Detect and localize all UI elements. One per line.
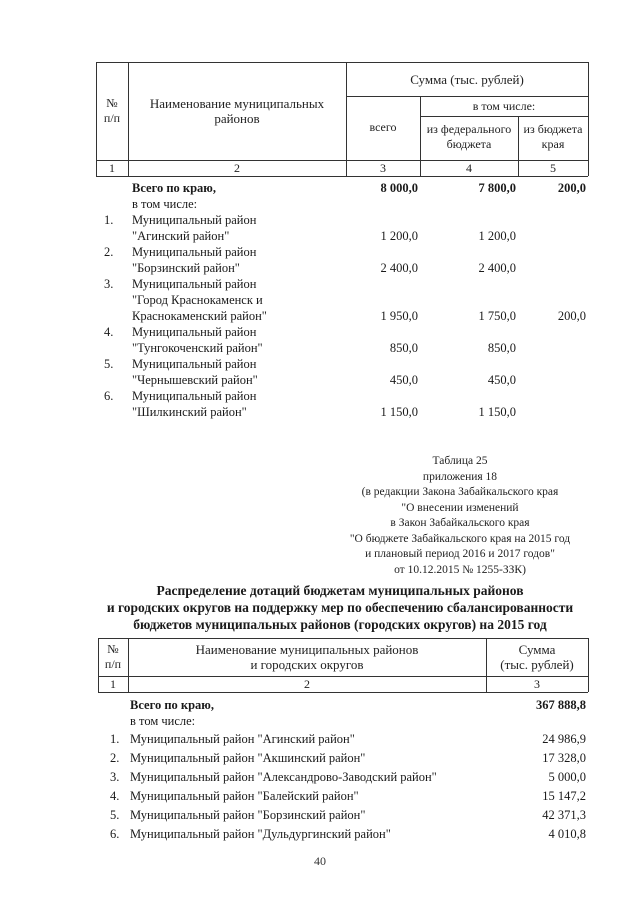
row-name: "Город Краснокаменск и xyxy=(132,293,263,307)
row-number: 2. xyxy=(110,751,120,765)
total-fed: 7 800,0 xyxy=(478,181,516,195)
row-name: Муниципальный район xyxy=(132,213,257,227)
col-fed-header: из федерального бюджета xyxy=(426,122,512,151)
col-sum-header: Сумма (тыс. рублей) xyxy=(500,642,574,672)
annex-heading xyxy=(320,454,600,578)
annex-line: приложения 18 xyxy=(422,470,498,483)
row-value: 4 010,8 xyxy=(548,827,586,841)
row-total: 1 200,0 xyxy=(380,229,418,243)
annex-line: и плановый период 2016 и 2017 годов" xyxy=(365,548,555,560)
row-name: "Агинский район" xyxy=(132,229,230,243)
row-total: 2 400,0 xyxy=(380,261,418,275)
col-reg-header: из бюджета края xyxy=(523,122,583,151)
row-value: 5 000,0 xyxy=(548,770,586,784)
total-label: Всего по краю, xyxy=(130,698,214,712)
col-num: 4 xyxy=(466,161,472,175)
title-line: бюджетов муниципальных районов (городских округов) на 2015 год xyxy=(133,617,547,632)
page-number: 40 xyxy=(314,854,326,868)
total-value: 8 000,0 xyxy=(380,181,418,195)
col-num: 2 xyxy=(234,161,240,175)
row-number: 6. xyxy=(110,827,120,841)
row-name: Муниципальный район xyxy=(132,325,257,339)
row-number: 4. xyxy=(104,325,114,339)
document-title xyxy=(60,582,620,633)
divider xyxy=(98,692,588,693)
row-fed: 2 400,0 xyxy=(478,261,516,275)
row-name: Муниципальный район xyxy=(132,389,257,403)
annex-line: "О внесении изменений xyxy=(401,501,519,514)
col-no-header: № п/п xyxy=(103,96,121,125)
row-name: Муниципальный район "Борзинский район" xyxy=(130,808,366,822)
row-name: "Борзинский район" xyxy=(132,261,240,275)
annex-line: "О бюджете Забайкальского края на 2015 год xyxy=(349,532,571,545)
annex-line: в Закон Забайкальского края xyxy=(390,517,530,529)
col-num: 1 xyxy=(109,161,115,175)
annex-line: от 10.12.2015 № 1255-ЗЗК) xyxy=(394,563,526,576)
col-num: 3 xyxy=(534,677,540,691)
total-reg: 200,0 xyxy=(557,181,586,195)
annex-line: Таблица 25 xyxy=(432,455,488,467)
col-no-header: № п/п xyxy=(104,642,122,671)
col-num: 2 xyxy=(304,677,310,691)
col-total-header: всего xyxy=(369,120,397,134)
row-number: 5. xyxy=(110,808,120,822)
row-number: 1. xyxy=(110,732,120,746)
row-name: Муниципальный район "Акшинский район" xyxy=(130,751,366,765)
title-line: Распределение дотаций бюджетам муниципальных районов xyxy=(156,583,524,598)
col-num: 5 xyxy=(550,161,556,175)
row-name: Муниципальный район "Дульдургинский район" xyxy=(130,827,391,841)
row-total: 1 950,0 xyxy=(380,309,418,323)
row-number: 6. xyxy=(104,389,114,403)
row-value: 15 147,2 xyxy=(542,789,586,803)
divider xyxy=(96,176,588,177)
row-value: 17 328,0 xyxy=(542,751,586,765)
row-name: Муниципальный район "Агинский район" xyxy=(130,732,355,746)
row-name: "Шилкинский район" xyxy=(132,405,247,419)
divider xyxy=(588,62,589,176)
row-fed: 850,0 xyxy=(487,341,516,355)
row-total: 850,0 xyxy=(389,341,418,355)
divider xyxy=(96,62,588,63)
divider xyxy=(98,638,588,639)
divider xyxy=(346,96,588,97)
col-num: 1 xyxy=(110,677,116,691)
title-line: и городских округов на поддержку мер по обеспечению сбалансированности xyxy=(106,600,574,615)
row-name: Краснокаменский район" xyxy=(132,309,267,323)
total-label: Всего по краю, xyxy=(132,181,216,195)
row-number: 1. xyxy=(104,213,114,227)
col-num: 3 xyxy=(380,161,386,175)
row-fed: 1 750,0 xyxy=(478,309,516,323)
divider xyxy=(588,638,589,692)
col-name-header: Наименование муниципальных районов xyxy=(149,96,325,126)
total-value: 367 888,8 xyxy=(536,698,586,712)
divider xyxy=(420,116,588,117)
col-name-header: Наименование муниципальных районов и городских округов xyxy=(195,642,419,672)
incl-label: в том числе: xyxy=(132,197,198,211)
row-number: 3. xyxy=(104,277,114,291)
row-name: "Тунгокоченский район" xyxy=(132,341,263,355)
incl-label: в том числе: xyxy=(130,714,196,728)
row-value: 24 986,9 xyxy=(542,732,586,746)
row-name: Муниципальный район xyxy=(132,357,257,371)
row-number: 2. xyxy=(104,245,114,259)
row-fed: 450,0 xyxy=(487,373,516,387)
col-incl-header: в том числе: xyxy=(472,99,536,113)
row-reg: 200,0 xyxy=(557,309,586,323)
row-fed: 1 200,0 xyxy=(478,229,516,243)
row-total: 1 150,0 xyxy=(380,405,418,419)
row-name: Муниципальный район xyxy=(132,277,257,291)
row-name: "Чернышевский район" xyxy=(132,373,258,387)
row-value: 42 371,3 xyxy=(542,808,586,822)
row-fed: 1 150,0 xyxy=(478,405,516,419)
row-name: Муниципальный район xyxy=(132,245,257,259)
row-total: 450,0 xyxy=(389,373,418,387)
row-number: 4. xyxy=(110,789,120,803)
row-number: 3. xyxy=(110,770,120,784)
row-number: 5. xyxy=(104,357,114,371)
col-sum-header: Сумма (тыс. рублей) xyxy=(410,72,524,87)
row-name: Муниципальный район "Александрово-Заводский район" xyxy=(130,770,437,784)
annex-line: (в редакции Закона Забайкальского края xyxy=(361,486,559,498)
row-name: Муниципальный район "Балейский район" xyxy=(130,789,359,803)
